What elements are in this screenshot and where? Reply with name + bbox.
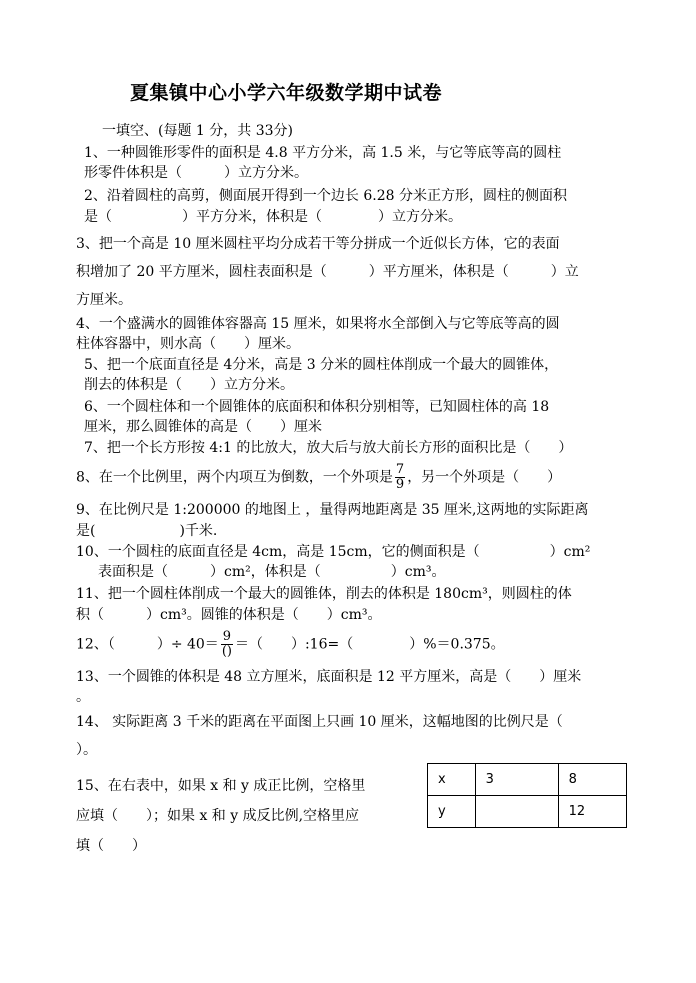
question-11-line-2: 积（ ）cm³。圆锥的体积是（ ）cm³。 — [76, 607, 382, 623]
question-15-line-3: 填（ ） — [76, 838, 146, 854]
question-8-fraction — [395, 463, 405, 492]
question-8-numerator: 7 — [395, 462, 405, 477]
question-4-line-2: 柱体容器中，则水高（ ）厘米。 — [76, 336, 300, 352]
table-row-x — [428, 764, 627, 796]
question-3-line-2: 积增加了 20 平方厘米，圆柱表面积是（ ）平方厘米，体积是（ ）立 — [76, 264, 579, 280]
table-row-y — [428, 796, 627, 828]
question-5-line-2: 削去的体积是（ ）立方分米。 — [84, 377, 294, 393]
question-12-numerator: 9 — [222, 629, 232, 644]
question-15-line-2: 应填（ ）；如果 x 和 y 成反比例,空格里应 — [76, 808, 360, 824]
question-2-line-1: 2、沿着圆柱的高剪，侧面展开得到一个边长 6.28 分米正方形，圆柱的侧面积 — [84, 188, 567, 204]
table-cell: y — [428, 796, 476, 828]
question-12-denominator: () — [221, 644, 232, 659]
question-12-fraction — [221, 630, 233, 659]
question-6-line-2: 厘米，那么圆锥体的高是（ ）厘米 — [84, 419, 322, 435]
question-1-line-1: 1、一种圆锥形零件的面积是 4.8 平方分米，高 1.5 米，与它等底等高的圆柱 — [84, 145, 562, 161]
question-15-table — [427, 763, 627, 828]
question-13-line-2: 。 — [76, 689, 90, 705]
question-3-line-3: 方厘米。 — [76, 292, 132, 308]
exam-title: 夏集镇中心小学六年级数学期中试卷 — [130, 82, 443, 104]
question-9-line-2: 是( )千米. — [76, 523, 218, 539]
question-1-line-2: 形零件体积是（ ）立方分米。 — [84, 165, 308, 181]
table-cell: 12 — [558, 796, 626, 828]
question-12 — [76, 630, 505, 659]
question-9-line-1: 9、在比例尺是 1:200000 的地图上 ，量得两地距离是 35 厘米,这两地的实际距离 — [76, 502, 589, 518]
question-8-denominator: 9 — [395, 477, 405, 492]
question-11-line-1: 11、把一个圆柱体削成一个最大的圆锥体，削去的体积是 180cm³，则圆柱的体 — [76, 586, 572, 602]
table-cell: 3 — [475, 764, 558, 796]
question-14-line-1: 14、 实际距离 3 千米的距离在平面图上只画 10 厘米，这幅地图的比例尺是（ — [76, 714, 563, 730]
question-14-line-2: ）。 — [76, 742, 97, 758]
question-8-text-before: 8、在一个比例里，两个内项互为倒数，一个外项是 — [76, 469, 393, 486]
table-cell: x — [428, 764, 476, 796]
question-10-line-1: 10、一个圆柱的底面直径是 4cm，高是 15cm，它的侧面积是（ ）cm² — [76, 544, 591, 560]
question-5-line-1: 5、把一个底面直径是 4分米，高是 3 分米的圆柱体削成一个最大的圆锥体， — [84, 357, 559, 373]
question-13-line-1: 13、一个圆锥的体积是 48 立方厘米，底面积是 12 平方厘米，高是（ ）厘米 — [76, 669, 582, 685]
question-7: 7、把一个长方形按 4:1 的比放大，放大后与放大前长方形的面积比是（ ） — [84, 440, 573, 456]
question-8 — [76, 463, 561, 492]
section-header: 一填空、(每题 1 分，共 33分) — [102, 123, 293, 139]
question-3-line-1: 3、把一个高是 10 厘米圆柱平均分成若干等分拼成一个近似长方体，它的表面 — [76, 236, 560, 252]
question-12-text-after: ＝（ ）:16=（ ）%＝0.375。 — [234, 636, 505, 653]
table-cell-blank — [475, 796, 558, 828]
question-10-line-2: 表面积是（ ）cm²，体积是（ ）cm³。 — [98, 564, 446, 580]
question-15-line-1: 15、在右表中，如果 x 和 y 成正比例，空格里 — [76, 778, 366, 794]
question-6-line-1: 6、一个圆柱体和一个圆锥体的底面积和体积分别相等，已知圆柱体的高 18 — [84, 399, 550, 415]
question-8-text-after: ，另一个外项是（ ） — [407, 469, 562, 486]
question-12-text-before: 12、（ ）÷ 40＝ — [76, 636, 219, 653]
question-2-line-2: 是（ ）平方分米，体积是（ ）立方分米。 — [84, 209, 462, 225]
question-4-line-1: 4、一个盛满水的圆锥体容器高 15 厘米，如果将水全部倒入与它等底等高的圆 — [76, 316, 560, 332]
table-cell: 8 — [558, 764, 626, 796]
